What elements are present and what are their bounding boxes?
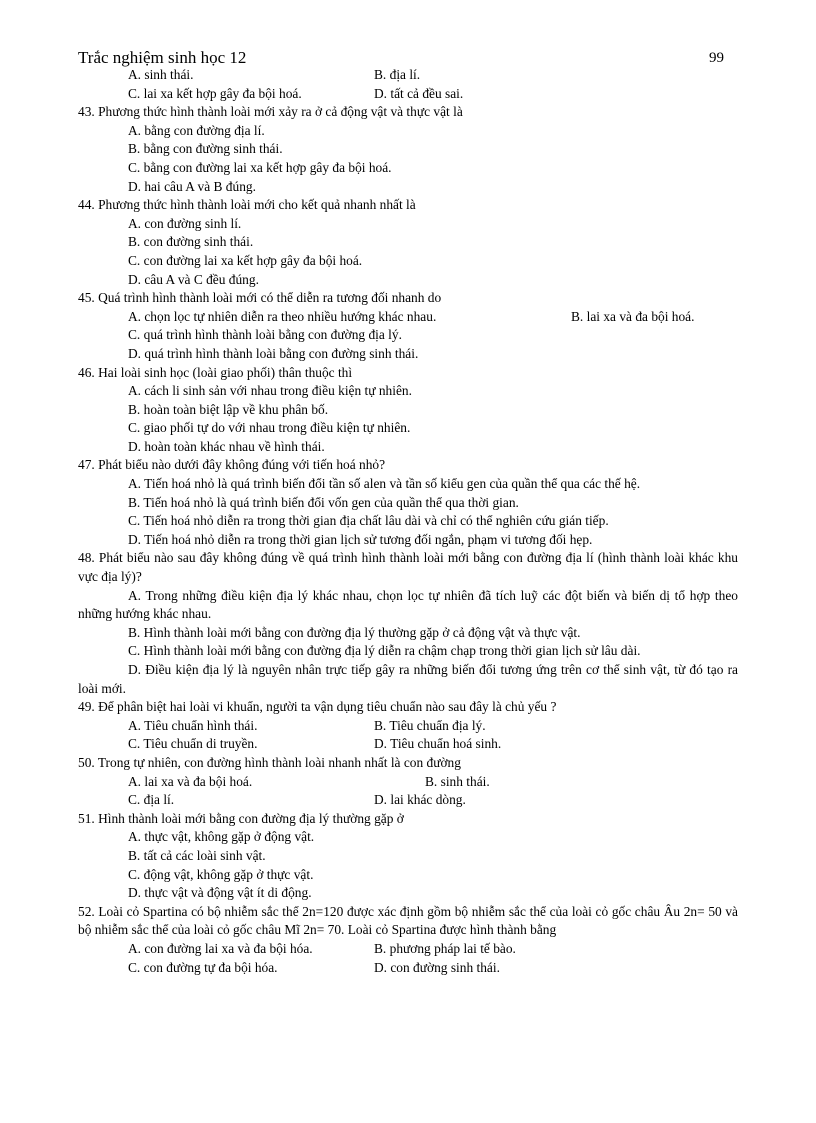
answer-option: C. Tiêu chuẩn di truyền. (128, 736, 258, 752)
answer-option: D. hoàn toàn khác nhau về hình thái. (128, 438, 325, 454)
answer-option: A. con đường sinh lí. (128, 215, 242, 231)
answer-option: C. Tiến hoá nhỏ diễn ra trong thời gian địa chất lâu dài và chỉ có thể nghiên cứu gián tiếp. (128, 513, 609, 529)
answer-option: B. lai xa và đa bội hoá. (571, 308, 695, 324)
answer-row (78, 940, 738, 959)
answer-option: A. thực vật, không gặp ở động vật. (128, 829, 315, 845)
answer-option: A. lai xa và đa bội hoá. (128, 773, 253, 789)
answer-option: D. thực vật và động vật ít di động. (128, 885, 312, 901)
answer-option: C. con đường tự đa bội hóa. (128, 959, 278, 975)
answer-option: C. lai xa kết hợp gây đa bội hoá. (128, 85, 302, 101)
answer-option: C. Hình thành loài mới bằng con đường địa lý diễn ra chậm chạp trong thời gian lịch sử lâu dài. (128, 643, 641, 659)
answer-row (78, 308, 738, 327)
question-45: 45. Quá trình hình thành loài mới có thể diễn ra tương đối nhanh do (78, 290, 442, 306)
answer-option: B. con đường sinh thái. (128, 234, 254, 250)
answer-option: B. phương pháp lai tế bào. (374, 940, 516, 956)
answer-option: A. cách li sinh sản với nhau trong điều kiện tự nhiên. (128, 383, 412, 399)
answer-option: B. địa lí. (374, 67, 421, 82)
answer-option: C. động vật, không gặp ở thực vật. (128, 866, 314, 882)
question-49: 49. Để phân biệt hai loài vi khuẩn, người ta vận dụng tiêu chuẩn nào sau đây là chủ yếu ? (78, 699, 557, 715)
answer-row (78, 791, 738, 810)
answer-option: C. giao phối tự do với nhau trong điều kiện tự nhiên. (128, 420, 411, 436)
answer-row (78, 735, 738, 754)
answer-option: D. Tiêu chuẩn hoá sinh. (374, 736, 502, 752)
answer-option: B. sinh thái. (425, 773, 490, 789)
answer-option: D. Điều kiện địa lý là nguyên nhân trực tiếp gây ra những biến đổi tương ứng trên cơ thể sinh vật, từ đó tạo ra loài mới. (78, 662, 738, 696)
answer-option: A. con đường lai xa và đa bội hóa. (128, 940, 313, 956)
question-52: 52. Loài cỏ Spartina có bộ nhiễm sắc thể 2n=120 được xác định gồm bộ nhiễm sắc thể của loài cỏ gốc châu Âu 2n= 50 và bộ nhiễm sắc thể của loài cỏ gốc châu Mĩ 2n= 70. Loài cỏ Spartina được hình thành bằng (78, 903, 738, 938)
answer-option: A. chọn lọc tự nhiên diễn ra theo nhiều hướng khác nhau. (128, 308, 437, 324)
answer-option: D. Tiến hoá nhỏ diễn ra trong thời gian lịch sử tương đối ngắn, phạm vi tương đối hẹp. (128, 531, 593, 547)
answer-option: A. Tiến hoá nhỏ là quá trình biến đổi tần số alen và tần số kiểu gen của quần thể qua các thế hệ. (128, 476, 641, 492)
answer-option: D. lai khác dòng. (374, 792, 466, 808)
answer-option: A. sinh thái. (128, 67, 194, 82)
answer-option: B. hoàn toàn biệt lập về khu phân bố. (128, 401, 329, 417)
answer-option: C. bằng con đường lai xa kết hợp gây đa bội hoá. (128, 159, 392, 175)
answer-option: B. Tiến hoá nhỏ là quá trình biến đổi vốn gen của quần thể qua thời gian. (128, 494, 519, 510)
question-47: 47. Phát biểu nào dưới đây không đúng với tiến hoá nhỏ? (78, 457, 386, 473)
answer-option: A. Trong những điều kiện địa lý khác nhau, chọn lọc tự nhiên đã tích luỹ các đột biến và biến dị tổ hợp theo những hướng khác nhau. (78, 587, 738, 622)
answer-option: D. tất cả đều sai. (374, 85, 464, 101)
page-number: 99 (709, 50, 724, 66)
question-44: 44. Phương thức hình thành loài mới cho kết quả nhanh nhất là (78, 197, 416, 213)
answer-option: A. Tiêu chuẩn hình thái. (128, 717, 258, 733)
answer-option: C. quá trình hình thành loài bằng con đường địa lý. (128, 327, 402, 343)
page-header-title: Trắc nghiệm sinh học 12 (78, 48, 247, 67)
question-50: 50. Trong tự nhiên, con đường hình thành loài nhanh nhất là con đường (78, 754, 461, 770)
answer-option: B. Hình thành loài mới bằng con đường địa lý thường gặp ở cả động vật và thực vật. (128, 624, 581, 640)
answer-option: B. Tiêu chuẩn địa lý. (374, 717, 486, 733)
question-43: 43. Phương thức hình thành loài mới xảy ra ở cả động vật và thực vật là (78, 104, 463, 120)
question-46: 46. Hai loài sinh học (loài giao phối) thân thuộc thì (78, 364, 353, 380)
answer-option: A. bằng con đường địa lí. (128, 122, 265, 138)
answer-option: D. câu A và C đều đúng. (128, 271, 259, 287)
question-list (78, 66, 738, 977)
answer-option: B. bằng con đường sinh thái. (128, 141, 283, 157)
answer-row (78, 773, 738, 792)
answer-option: D. quá trình hình thành loài bằng con đường sinh thái. (128, 345, 419, 361)
answer-option: C. con đường lai xa kết hợp gây đa bội hoá. (128, 252, 363, 268)
answer-row (78, 85, 738, 104)
question-48: 48. Phát biểu nào sau đây không đúng về quá trình hình thành loài mới bằng con đường địa lí (hình thành loài khác khu vực địa lý)? (78, 550, 738, 585)
answer-option: D. con đường sinh thái. (374, 959, 500, 975)
answer-row (78, 959, 738, 978)
answer-option: B. tất cả các loài sinh vật. (128, 847, 266, 863)
answer-option: C. địa lí. (128, 792, 175, 808)
answer-row (78, 717, 738, 736)
question-51: 51. Hình thành loài mới bằng con đường địa lý thường gặp ở (78, 810, 404, 826)
answer-option: D. hai câu A và B đúng. (128, 178, 256, 194)
answer-row (78, 66, 738, 85)
